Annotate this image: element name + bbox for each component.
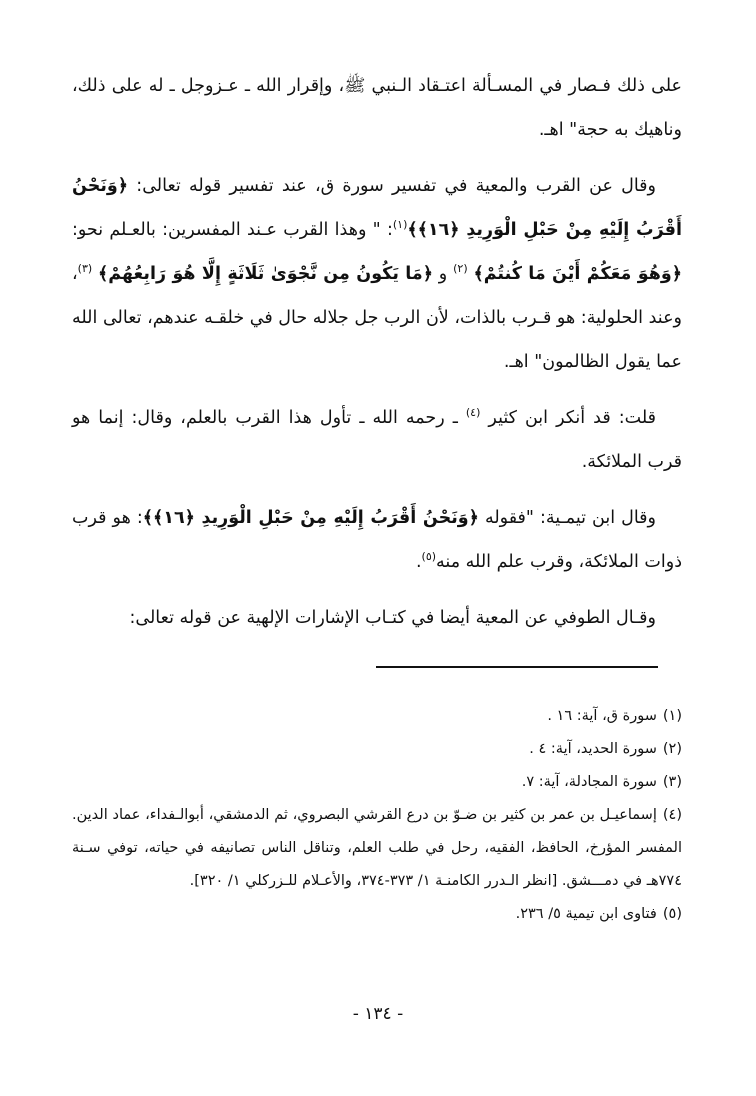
paragraph-2	[72, 164, 682, 384]
footnote-text: سورة المجادلة، آية: ٧.	[521, 774, 657, 790]
footnote-number: (٢)	[662, 741, 682, 757]
footnote-text: إسماعيـل بن عمر بن كثير بن ضـوّ بن درع القرشي البصروي، ثم الدمشقي، أبوالـفداء، عماد الدين. المفسر المؤرخ، الحافظ، الفقيه، رحل في طلب العلم، وتناقل الناس تصانيفه في حياته، توفي سـنة ٧٧٤هـ في دمـــشق. [انظر الـدرر الكامنـة ١/ ٣٧٣-٣٧٤، والأعـلام للـزركلي ١/ ٣٢٠].	[72, 807, 682, 889]
paragraph-3-text-a: قلت: قد أنكر ابن كثير	[480, 408, 656, 428]
paragraph-4	[72, 496, 682, 584]
footnote-5	[72, 898, 682, 931]
paragraph-2-text-a: وقال عن القرب والمعية في تفسير سورة ق، عند تفسير قوله تعالى:	[128, 176, 656, 196]
footnote-text: سورة الحديد، آية: ٤ .	[529, 741, 657, 757]
paragraph-1-text: على ذلك فـصار في المسـألة اعتـقاد الـنبي ﷺ، وإقرار الله ـ عـزوجل ـ له على ذلك، وناهيك به حجة" اهـ.	[72, 76, 682, 140]
paragraph-2-text-d: ، وعند الحلولية: هو قـرب بالذات، لأن الرب جل جلاله حال في خلقـه عندهم، تعالى الله عما يقول الظالمون" اهـ.	[72, 264, 682, 372]
quran-verse-qaf-16: ﴿وَنَحْنُ أَقْرَبُ إِلَيْهِ مِنْ حَبْلِ الْوَرِيدِ ﴿١٦﴾﴾	[72, 176, 682, 240]
footnote-ref-4[interactable]: (٤)	[465, 406, 481, 420]
paragraph-2-text-b: : " وهذا القرب عـند المفسرين: بالعـلم نحو:	[72, 220, 393, 240]
footnote-4	[72, 799, 682, 898]
quran-verse-mujadila-7: ﴿مَا يَكُونُ مِن نَّجْوَىٰ ثَلَاثَةٍ إِلَّا هُوَ رَابِعُهُمْ﴾	[98, 264, 433, 284]
paragraph-4-text-a: وقال ابن تيمـية: "فقوله	[478, 508, 656, 528]
footnote-1	[72, 700, 682, 733]
page-number: - ١٣٤ -	[352, 1004, 404, 1024]
footnote-separator	[376, 666, 658, 668]
footnote-ref-3[interactable]: (٣)	[77, 262, 93, 276]
quran-verse-hadid-4: ﴿وَهُوَ مَعَكُمْ أَيْنَ مَا كُنتُمْ﴾	[473, 264, 682, 284]
footnotes	[72, 700, 682, 931]
paragraph-5	[72, 596, 682, 640]
footnote-ref-2[interactable]: (٢)	[453, 262, 468, 276]
paragraph-5-text: وقـال الطوفي عن المعية أيضا في كتـاب الإشارات الإلهية عن قوله تعالى:	[129, 608, 656, 628]
footnote-3	[72, 766, 682, 799]
paragraph-4-text-b: : هو قرب ذوات الملائكة، وقرب علم الله منه	[72, 508, 682, 572]
main-text	[72, 64, 682, 640]
paragraph-2-text-c: و	[432, 264, 454, 284]
footnote-ref-1[interactable]: (١)	[392, 218, 408, 232]
quran-verse-qaf-16-repeat: ﴿وَنَحْنُ أَقْرَبُ إِلَيْهِ مِنْ حَبْلِ الْوَرِيدِ ﴿١٦﴾﴾	[142, 508, 479, 528]
footnote-text: فتاوى ابن تيمية ٥/ ٢٣٦.	[515, 906, 657, 922]
paragraph-3	[72, 396, 682, 484]
footnote-number: (١)	[662, 708, 682, 724]
footnote-number: (٤)	[662, 807, 682, 823]
paragraph-1	[72, 64, 682, 152]
footnote-ref-5[interactable]: (٥)	[421, 550, 437, 564]
footnote-number: (٥)	[662, 906, 682, 922]
paragraph-4-text-c: .	[415, 552, 422, 572]
footnote-text: سورة ق، آية: ١٦ .	[547, 708, 657, 724]
footnote-2	[72, 733, 682, 766]
paragraph-3-text-b: ـ رحمه الله ـ تأول هذا القرب بالعلم، وقال: إنما هو قرب الملائكة.	[72, 408, 682, 472]
footnote-number: (٣)	[662, 774, 682, 790]
